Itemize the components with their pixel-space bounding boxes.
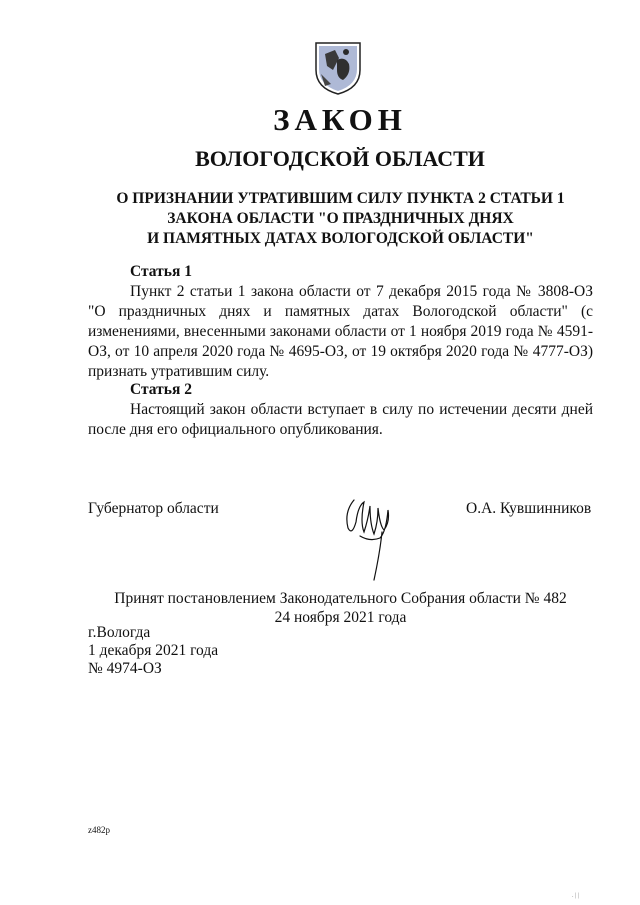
adoption-line-2: 24 ноября 2021 года [274, 609, 407, 626]
law-number: № 4974-ОЗ [88, 660, 162, 677]
document-code: z482p [88, 825, 110, 835]
adoption-line-1: Принят постановлением Законодательного Собрания области № 482 [114, 590, 567, 607]
handwritten-signature [340, 492, 400, 587]
law-heading [88, 189, 593, 249]
governor-label: Губернатор области [88, 500, 219, 517]
corner-mark: . | | [572, 893, 579, 899]
signature-icon [340, 492, 400, 587]
city: г.Вологда [88, 624, 151, 641]
governor-name: О.А. Кувшинников [466, 500, 592, 517]
place-date-block [88, 624, 218, 678]
document-subtitle: ВОЛОГОДСКОЙ ОБЛАСТИ [195, 146, 485, 171]
heading-line-2: ЗАКОНА ОБЛАСТИ "О ПРАЗДНИЧНЫХ ДНЯХ [167, 210, 514, 227]
article-1 [88, 262, 593, 382]
article-1-text: Пункт 2 статьи 1 закона области от 7 декабря 2015 года № 3808-ОЗ "О праздничных днях и памятных датах Вологодской области" (с изменениями, внесенными законами области от 1 ноября 2019 года № 4591-ОЗ, от 10 апреля 2020 года № 4695-ОЗ, от 19 октября 2020 года № 4777-ОЗ) признать утратившим силу. [88, 283, 593, 380]
document-title: ЗАКОН [273, 102, 407, 137]
heading-line-1: О ПРИЗНАНИИ УТРАТИВШИМ СИЛУ ПУНКТА 2 СТАТЬИ 1 [116, 190, 565, 207]
coat-of-arms-emblem [313, 40, 363, 96]
heading-line-3: И ПАМЯТНЫХ ДАТАХ ВОЛОГОДСКОЙ ОБЛАСТИ" [147, 230, 534, 247]
article-1-heading: Статья 1 [130, 263, 192, 280]
coat-of-arms-icon [313, 40, 363, 96]
adoption-note [88, 589, 593, 627]
signing-date: 1 декабря 2021 года [88, 642, 219, 659]
article-2-heading: Статья 2 [130, 381, 192, 398]
article-2 [88, 380, 593, 440]
article-2-text: Настоящий закон области вступает в силу по истечении десяти дней после дня его официального опубликования. [88, 401, 593, 438]
